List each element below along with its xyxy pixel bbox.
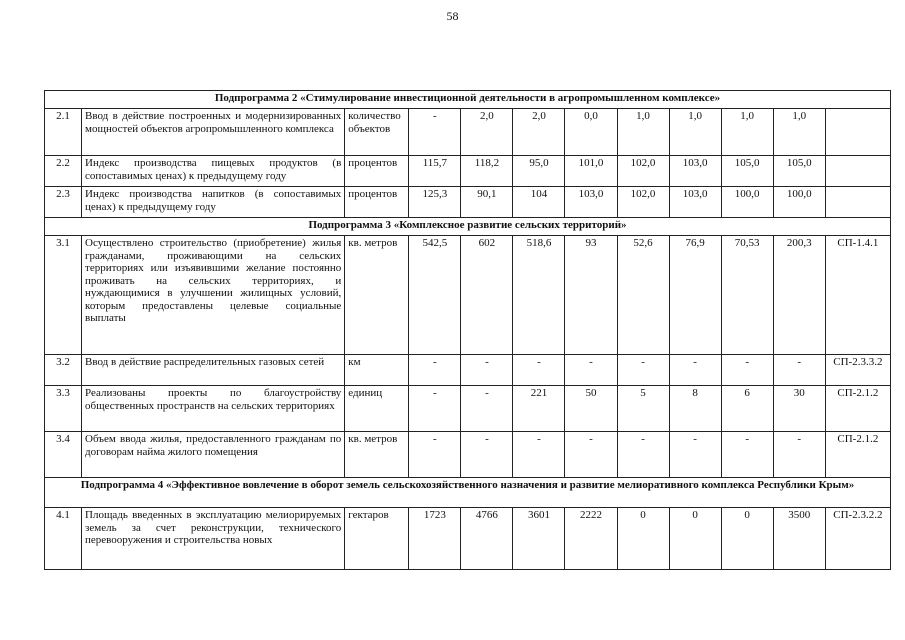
indicator-value: 102,0 xyxy=(617,156,669,187)
indicator-value: 2222 xyxy=(565,508,617,570)
reference-code: СП-2.3.3.2 xyxy=(825,355,890,386)
indicator-value: 0 xyxy=(721,508,773,570)
table-row xyxy=(45,236,891,355)
indicator-value: 100,0 xyxy=(773,187,825,218)
indicator-value: - xyxy=(721,355,773,386)
unit-of-measure: процентов xyxy=(345,156,409,187)
indicator-description: Объем ввода жилья, предоставленного гражданам по договорам найма жилого помещения xyxy=(82,432,345,478)
row-number: 3.4 xyxy=(45,432,82,478)
reference-code: СП-1.4.1 xyxy=(825,236,890,355)
indicator-value: 8 xyxy=(669,386,721,432)
indicator-value: 1723 xyxy=(409,508,461,570)
indicator-value: 118,2 xyxy=(461,156,513,187)
table-row xyxy=(45,508,891,570)
table-row xyxy=(45,355,891,386)
indicator-value: - xyxy=(617,355,669,386)
indicator-value: 50 xyxy=(565,386,617,432)
row-number: 3.3 xyxy=(45,386,82,432)
indicator-value: - xyxy=(461,432,513,478)
indicator-value: 115,7 xyxy=(409,156,461,187)
subprogram-header-row xyxy=(45,218,891,236)
indicator-value: 1,0 xyxy=(669,109,721,156)
indicator-value: 30 xyxy=(773,386,825,432)
row-number: 2.1 xyxy=(45,109,82,156)
indicator-value: 6 xyxy=(721,386,773,432)
table-row xyxy=(45,109,891,156)
indicator-value: 93 xyxy=(565,236,617,355)
reference-code xyxy=(825,156,890,187)
indicator-description: Площадь введенных в эксплуатацию мелиорируемых земель за счет реконструкции, технического перевооружения и строительства новых xyxy=(82,508,345,570)
row-number: 3.1 xyxy=(45,236,82,355)
indicator-value: - xyxy=(513,432,565,478)
indicator-value: 105,0 xyxy=(721,156,773,187)
indicator-value: 221 xyxy=(513,386,565,432)
table-row xyxy=(45,386,891,432)
indicator-value: 5 xyxy=(617,386,669,432)
indicator-value: 105,0 xyxy=(773,156,825,187)
indicator-value: 518,6 xyxy=(513,236,565,355)
indicator-value: 602 xyxy=(461,236,513,355)
indicator-value: 0 xyxy=(669,508,721,570)
indicator-description: Ввод в действие построенных и модернизированных мощностей объектов агропромышленного комплекса xyxy=(82,109,345,156)
subprogram-title: Подпрограмма 4 «Эффективное вовлечение в оборот земель сельскохозяйственного назначения и развитие мелиоративного комплекса Республики Крым» xyxy=(45,478,891,508)
indicator-value: 2,0 xyxy=(513,109,565,156)
indicator-value: 103,0 xyxy=(669,156,721,187)
indicator-value: 2,0 xyxy=(461,109,513,156)
unit-of-measure: процентов xyxy=(345,187,409,218)
row-number: 4.1 xyxy=(45,508,82,570)
indicator-value: - xyxy=(461,386,513,432)
indicator-value: 1,0 xyxy=(617,109,669,156)
reference-code xyxy=(825,187,890,218)
indicator-value: - xyxy=(669,355,721,386)
row-number: 3.2 xyxy=(45,355,82,386)
table-row xyxy=(45,187,891,218)
subprogram-title: Подпрограмма 2 «Стимулирование инвестиционной деятельности в агропромышленном комплексе» xyxy=(45,91,891,109)
subprogram-header-row xyxy=(45,478,891,508)
indicator-value: - xyxy=(617,432,669,478)
indicator-value: 125,3 xyxy=(409,187,461,218)
table-body xyxy=(45,91,891,570)
indicator-description: Ввод в действие распределительных газовых сетей xyxy=(82,355,345,386)
indicator-value: - xyxy=(565,432,617,478)
indicator-description: Индекс производства пищевых продуктов (в сопоставимых ценах) к предыдущему году xyxy=(82,156,345,187)
indicator-description: Осуществлено строительство (приобретение) жилья гражданами, проживающими на сельских территориях или изъявившими желание постоянно проживать на сельских территориях, и нуждающимися в улучшении жилищных условий, которым предоставлены целевые социальные выплаты xyxy=(82,236,345,355)
unit-of-measure: количество объектов xyxy=(345,109,409,156)
indicator-value: 70,53 xyxy=(721,236,773,355)
indicator-value: 76,9 xyxy=(669,236,721,355)
indicator-value: 104 xyxy=(513,187,565,218)
indicator-value: 52,6 xyxy=(617,236,669,355)
indicator-value: 0 xyxy=(617,508,669,570)
indicator-value: 200,3 xyxy=(773,236,825,355)
table-row xyxy=(45,432,891,478)
indicator-value: 4766 xyxy=(461,508,513,570)
indicator-value: 542,5 xyxy=(409,236,461,355)
reference-code xyxy=(825,109,890,156)
indicator-value: - xyxy=(409,355,461,386)
indicator-value: 1,0 xyxy=(773,109,825,156)
subprogram-title: Подпрограмма 3 «Комплексное развитие сельских территорий» xyxy=(45,218,891,236)
indicator-value: - xyxy=(565,355,617,386)
indicator-value: - xyxy=(773,432,825,478)
indicator-value: - xyxy=(409,386,461,432)
indicator-value: 0,0 xyxy=(565,109,617,156)
row-number: 2.2 xyxy=(45,156,82,187)
indicator-description: Индекс производства напитков (в сопоставимых ценах) к предыдущему году xyxy=(82,187,345,218)
reference-code: СП-2.3.2.2 xyxy=(825,508,890,570)
indicators-table xyxy=(44,90,891,570)
indicator-value: - xyxy=(409,432,461,478)
reference-code: СП-2.1.2 xyxy=(825,432,890,478)
indicator-value: 100,0 xyxy=(721,187,773,218)
indicator-value: - xyxy=(409,109,461,156)
subprogram-header-row xyxy=(45,91,891,109)
indicator-value: - xyxy=(461,355,513,386)
indicator-value: 95,0 xyxy=(513,156,565,187)
indicator-value: 102,0 xyxy=(617,187,669,218)
indicator-value: 103,0 xyxy=(669,187,721,218)
indicator-value: 1,0 xyxy=(721,109,773,156)
indicator-value: 3601 xyxy=(513,508,565,570)
unit-of-measure: гектаров xyxy=(345,508,409,570)
indicator-value: 3500 xyxy=(773,508,825,570)
indicator-description: Реализованы проекты по благоустройству общественных пространств на сельских территориях xyxy=(82,386,345,432)
indicator-value: 90,1 xyxy=(461,187,513,218)
page-number: 58 xyxy=(446,9,459,23)
table-row xyxy=(45,156,891,187)
unit-of-measure: кв. метров xyxy=(345,432,409,478)
unit-of-measure: единиц xyxy=(345,386,409,432)
indicator-value: 103,0 xyxy=(565,187,617,218)
indicator-value: - xyxy=(669,432,721,478)
unit-of-measure: км xyxy=(345,355,409,386)
reference-code: СП-2.1.2 xyxy=(825,386,890,432)
unit-of-measure: кв. метров xyxy=(345,236,409,355)
indicator-value: 101,0 xyxy=(565,156,617,187)
indicator-value: - xyxy=(721,432,773,478)
indicator-value: - xyxy=(773,355,825,386)
indicator-value: - xyxy=(513,355,565,386)
row-number: 2.3 xyxy=(45,187,82,218)
